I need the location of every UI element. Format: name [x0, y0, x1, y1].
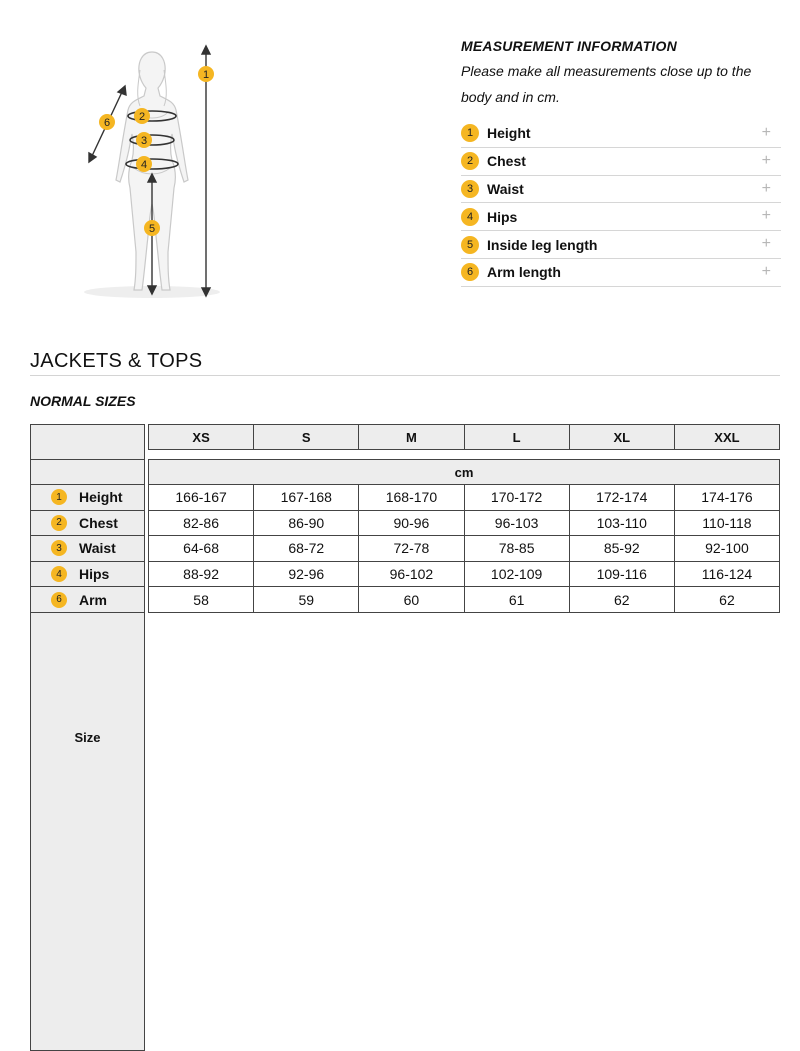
table-cell: 92-100 — [675, 536, 780, 561]
measurement-item-hips[interactable] — [461, 203, 781, 231]
row-label-text: Waist — [79, 540, 116, 557]
measurement-label: Chest — [487, 153, 526, 170]
table-cell: 62 — [570, 587, 675, 612]
row-label-waist — [30, 536, 145, 562]
measurement-item-arm-length[interactable] — [461, 259, 781, 287]
measurement-item-inside-leg[interactable] — [461, 231, 781, 259]
section-title: JACKETS & TOPS — [30, 350, 203, 372]
table-cell: 103-110 — [570, 511, 675, 536]
sizes-subtitle: NORMAL SIZES — [30, 393, 136, 409]
number-badge: 4 — [51, 566, 67, 582]
table-cell: 59 — [254, 587, 359, 612]
table-cell: 64-68 — [148, 536, 254, 561]
measurement-label: Arm length — [487, 264, 561, 281]
table-cell: 78-85 — [465, 536, 570, 561]
table-row — [148, 511, 780, 537]
body-figure-illustration — [70, 40, 250, 302]
table-cell: 109-116 — [570, 562, 675, 587]
table-cell: 167-168 — [254, 485, 359, 510]
measurement-item-height[interactable] — [461, 120, 781, 148]
table-cell: 174-176 — [675, 485, 780, 510]
table-cell: 172-174 — [570, 485, 675, 510]
row-label-hips — [30, 562, 145, 588]
marker-3-label: 3 — [140, 135, 148, 147]
expand-plus-icon[interactable]: + — [761, 124, 771, 141]
row-labels — [30, 485, 145, 613]
table-cell: 168-170 — [359, 485, 464, 510]
section-divider — [30, 375, 780, 376]
size-col-xxl: XXL — [675, 424, 780, 450]
row-label-text: Chest — [79, 514, 118, 531]
number-badge: 1 — [51, 489, 67, 505]
measurement-label: Inside leg length — [487, 236, 598, 253]
expand-plus-icon[interactable]: + — [761, 151, 771, 169]
table-row — [148, 587, 780, 613]
measurement-information — [461, 38, 781, 287]
marker-4-label: 4 — [140, 159, 148, 171]
number-badge: 1 — [461, 124, 479, 142]
size-col-s: S — [254, 424, 359, 450]
row-label-height — [30, 485, 145, 511]
info-text: Please make all measurements close up to the body and in cm. — [461, 63, 752, 105]
table-cell: 68-72 — [254, 536, 359, 561]
measurement-list — [461, 120, 781, 287]
expand-plus-icon[interactable]: + — [761, 262, 771, 280]
table-cell: 166-167 — [148, 485, 254, 510]
table-cell: 96-103 — [465, 511, 570, 536]
size-col-xs: XS — [148, 424, 254, 450]
expand-plus-icon[interactable]: + — [761, 207, 771, 225]
size-col-xl: XL — [570, 424, 675, 450]
table-cell: 96-102 — [359, 562, 464, 587]
number-badge: 3 — [461, 180, 479, 198]
marker-5-label: 5 — [148, 223, 156, 235]
table-cell: 86-90 — [254, 511, 359, 536]
table-row — [148, 536, 780, 562]
row-label-text: Hips — [79, 566, 110, 583]
expand-plus-icon[interactable]: + — [761, 235, 771, 253]
measurement-item-waist[interactable] — [461, 176, 781, 204]
size-header-row — [148, 424, 780, 450]
table-cell: 116-124 — [675, 562, 780, 587]
table-cell: 92-96 — [254, 562, 359, 587]
table-cell: 60 — [359, 587, 464, 612]
number-badge: 6 — [51, 592, 67, 608]
table-cell: 110-118 — [675, 511, 780, 536]
unit-header-blank — [30, 459, 145, 485]
table-cell: 88-92 — [148, 562, 254, 587]
table-cell: 72-78 — [359, 536, 464, 561]
marker-2-label: 2 — [138, 111, 146, 123]
table-cell: 85-92 — [570, 536, 675, 561]
number-badge: 6 — [461, 263, 479, 281]
table-cell: 58 — [148, 587, 254, 612]
row-label-text: Height — [79, 489, 123, 506]
row-label-text: Arm — [79, 591, 108, 608]
expand-plus-icon[interactable]: + — [761, 179, 771, 197]
measurement-label: Height — [487, 125, 531, 142]
table-cell: 90-96 — [359, 511, 464, 536]
marker-6-label: 6 — [103, 117, 111, 129]
measurement-item-chest[interactable] — [461, 148, 781, 176]
table-row — [148, 485, 780, 511]
number-badge: 2 — [51, 515, 67, 531]
info-title: MEASUREMENT INFORMATION — [461, 38, 677, 54]
measurement-label: Hips — [487, 208, 518, 225]
size-header-label: Size — [30, 424, 145, 1051]
number-badge: 4 — [461, 208, 479, 226]
row-label-arm — [30, 587, 145, 613]
table-cell: 61 — [465, 587, 570, 612]
number-badge: 3 — [51, 540, 67, 556]
table-cell: 62 — [675, 587, 780, 612]
size-col-m: M — [359, 424, 464, 450]
table-cell: 82-86 — [148, 511, 254, 536]
table-cell: 102-109 — [465, 562, 570, 587]
number-badge: 5 — [461, 236, 479, 254]
marker-1-label: 1 — [202, 69, 210, 81]
table-row — [148, 562, 780, 588]
table-cell: 170-172 — [465, 485, 570, 510]
measurement-label: Waist — [487, 180, 524, 197]
size-col-l: L — [465, 424, 570, 450]
unit-header: cm — [148, 459, 780, 485]
row-label-chest — [30, 511, 145, 537]
number-badge: 2 — [461, 152, 479, 170]
size-data-rows — [148, 485, 780, 613]
